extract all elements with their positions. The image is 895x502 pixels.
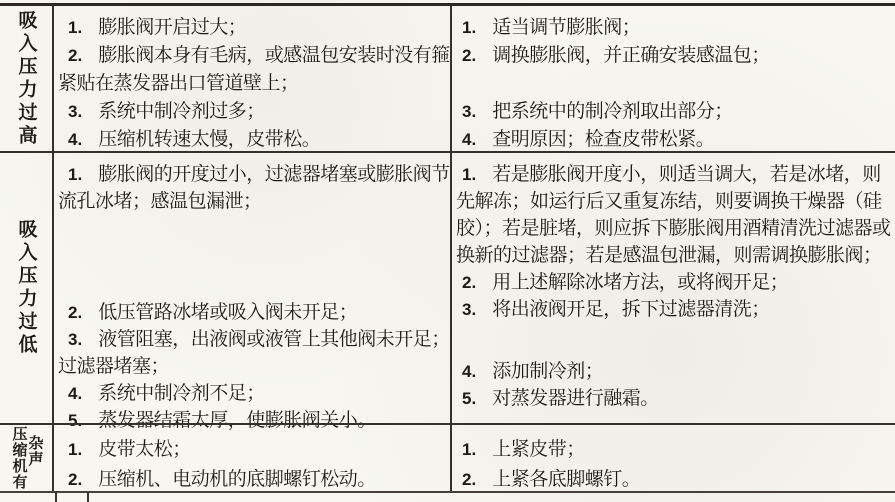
item-text: 系统中制冷剂过多； <box>98 101 265 122</box>
remedy-item <box>456 161 895 269</box>
cause-item <box>58 42 450 98</box>
cause-item <box>58 98 450 126</box>
item-number: 1. <box>68 18 83 37</box>
item-number: 2. <box>462 273 477 292</box>
remedies-cell-row3 <box>452 423 895 491</box>
item-text: 液管阻塞，出液阀或液管上其他阀未开足；过滤器堵塞； <box>58 329 450 377</box>
cause-item <box>58 14 450 42</box>
item-number: 4. <box>462 130 477 149</box>
item-text: 蒸发器结霜太厚，使膨胀阀关小。 <box>98 410 376 431</box>
item-text: 适当调节膨胀阀； <box>492 17 641 38</box>
item-text: 压缩机转速太慢，皮带松。 <box>98 129 321 150</box>
item-number: 1. <box>462 440 477 459</box>
fault-label-part-1: 压缩机有 <box>10 426 27 490</box>
item-text: 低压管路冰堵或吸入阀未开足； <box>98 302 358 323</box>
cause-item <box>58 435 450 465</box>
remedy-item <box>456 465 895 495</box>
item-text: 膨胀阀的开度过小，过滤器堵塞或膨胀阀节流孔冰堵；感温包漏泄； <box>58 164 450 212</box>
item-number: 3. <box>462 102 477 121</box>
item-number: 4. <box>68 130 83 149</box>
item-number: 2. <box>462 46 477 65</box>
item-number: 4. <box>462 362 477 381</box>
item-number: 5. <box>462 389 477 408</box>
cause-item <box>58 326 450 380</box>
remedies-cell-row2 <box>452 151 895 423</box>
remedy-item <box>456 296 895 323</box>
cause-item <box>58 299 450 326</box>
item-text: 查明原因；检查皮带松紧。 <box>492 129 715 150</box>
item-text: 皮带太松； <box>98 439 191 460</box>
item-number: 2. <box>68 46 83 65</box>
item-text: 将出液阀开足，拆下过滤器清洗； <box>492 299 770 320</box>
item-text: 把系统中的制冷剂取出部分； <box>492 101 733 122</box>
remedy-item <box>456 358 895 385</box>
remedy-item <box>456 14 895 42</box>
item-number: 1. <box>462 165 477 184</box>
fault-label-cell-suction-pressure-low <box>0 151 54 423</box>
item-text: 上紧皮带； <box>492 439 585 460</box>
item-text: 系统中制冷剂不足； <box>98 383 265 404</box>
item-number: 2. <box>68 303 83 322</box>
remedy-item <box>456 42 895 70</box>
item-number: 3. <box>68 102 83 121</box>
item-number: 4. <box>68 384 83 403</box>
causes-cell-row3 <box>54 423 452 491</box>
remedies-cell-row1 <box>452 6 895 151</box>
item-text: 上紧各底脚螺钉。 <box>492 469 641 490</box>
next-row-rule-stub <box>87 492 89 502</box>
item-text: 膨胀阀开启过大； <box>98 17 247 38</box>
cause-item <box>58 465 450 495</box>
item-text: 压缩机、电动机的底脚螺钉松动。 <box>98 469 376 490</box>
item-number: 1. <box>68 165 83 184</box>
item-text: 添加制冷剂； <box>492 361 604 382</box>
cause-item <box>58 126 450 154</box>
causes-cell-row2 <box>54 151 452 431</box>
item-number: 1. <box>68 440 83 459</box>
item-number: 3. <box>68 330 83 349</box>
item-text: 若是膨胀阀开度小，则适当调大，若是冰堵，则先解冻；如运行后又重复冻结，则要调换干燥器（硅胶）；若是脏堵，则应拆下膨胀阀用酒精清洗过滤器或换新的过滤器；若是感温包泄漏，则需调换膨胀阀； <box>456 164 891 266</box>
next-row-rule-stub <box>55 491 57 502</box>
item-number: 2. <box>68 470 83 489</box>
fault-label-text <box>11 426 42 490</box>
item-text: 调换膨胀阀，并正确安装感温包； <box>492 45 770 66</box>
remedy-item <box>456 126 895 154</box>
cause-item <box>58 161 450 215</box>
item-text: 对蒸发器进行融霜。 <box>492 388 659 409</box>
remedy-item <box>456 435 895 465</box>
item-number: 5. <box>68 411 83 430</box>
fault-label-text: 吸入压力过高 <box>15 9 37 148</box>
causes-cell-row1 <box>54 6 452 151</box>
remedy-item <box>456 385 895 412</box>
item-text: 用上述解除冰堵方法，或将阀开足； <box>492 272 789 293</box>
item-number: 3. <box>462 300 477 319</box>
item-number: 2. <box>462 470 477 489</box>
cause-item <box>58 380 450 407</box>
remedy-item <box>456 98 895 126</box>
item-number: 1. <box>462 18 477 37</box>
fault-label-part-2: 杂声 <box>26 435 43 467</box>
item-text: 膨胀阀本身有毛病，或感温包安装时没有箍紧贴在蒸发器出口管道壁上； <box>58 45 450 94</box>
remedy-item <box>456 269 895 296</box>
fault-label-cell-suction-pressure-high <box>0 6 54 151</box>
fault-label-text: 吸入压力过低 <box>15 219 37 357</box>
fault-diagnosis-table <box>0 3 895 493</box>
fault-label-cell-compressor-noise <box>0 423 54 491</box>
